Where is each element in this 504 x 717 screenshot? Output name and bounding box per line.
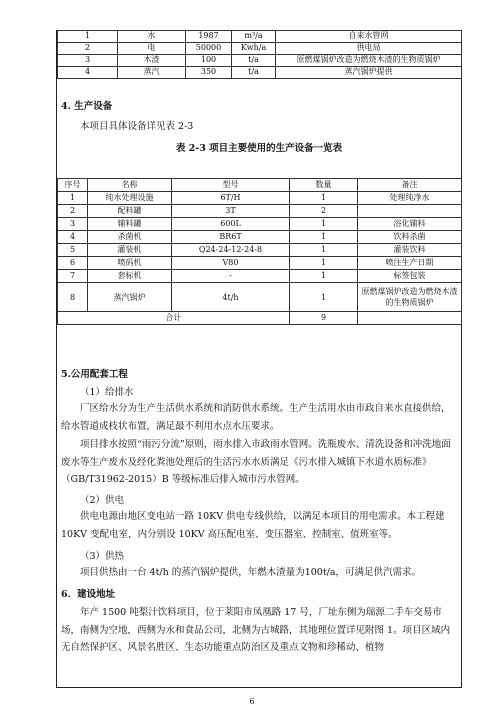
table-cell: 原燃煤锅炉改造为燃烧木渣的生物质锅炉 [276,55,462,67]
table-cell: 杀菌机 [88,231,172,244]
section-5-paragraph-drainage: 项目排水按照“雨污分流”原则，雨水排入市政雨水管网。洗瓶废水、清洗设备和冲洗地面废水等生产废水及经化粪池处理后的生活污水水质满足《污水排入城镇下水道水质标准》（GB/T31962-2015）B 等级标准后排入城市污水管网。 [61,439,451,485]
table-row [58,231,462,244]
table-cell: 3T [172,205,290,218]
table-cell: 6 [58,257,88,270]
table-cell: V80 [172,257,290,270]
material-consumption-table [57,30,462,79]
table-row [58,244,462,257]
section-5-paragraph-water-supply: 厂区给水分为生产生活供水系统和消防供水系统。生产生活用水由市政自来水直接供给，给水管道成枝状布置，满足最不利用水点水压要求。 [61,403,451,432]
table-caption: 表 2-3 项目主要使用的生产设备一览表 [175,143,343,154]
table-cell: 4 [58,67,118,79]
page-number: 6 [249,697,255,706]
table-total-row [58,312,462,325]
table-cell: Kwh/a [232,43,276,55]
table-cell: 1 [290,270,358,283]
table-cell: 5 [58,244,88,257]
table-row [58,257,462,270]
table-cell: 1 [58,192,88,205]
section-6-heading: 6．建设地址 [61,589,116,600]
table-cell: 原燃煤锅炉改造为燃烧木渣的生物质锅炉 [358,283,462,312]
section-6-paragraph-location: 年产 1500 吨梨汁饮料项目，位于莱阳市凤凰路 17 号，厂址东侧为瑞源二手车交易市场，南侧为空地，西侧为永和食品公司，北侧为古城路，其地理位置详见附图 1。项目区域内无自然保护区、风景名胜区、生态功能重点防治区及重点文物和珍稀动、植物 [61,607,451,653]
table-cell: m³/a [232,31,276,43]
table-header-row [58,179,462,192]
table-cell: 浴化辅料 [358,218,462,231]
table-cell: 水 [118,31,186,43]
table-cell: 50000 [186,43,232,55]
table-cell: 辅料罐 [88,218,172,231]
section-5-sub-heat: （3）供热 [80,551,125,562]
section-5-heading: 5.公用配套工程 [61,369,128,380]
table-cell [358,205,462,218]
section-5-sub-water: （1）给排水 [80,387,134,398]
table-cell: 木渣 [118,55,186,67]
table-cell: 100 [186,55,232,67]
table-cell: 灌装饮料 [358,244,462,257]
table-cell: 1987 [186,31,232,43]
section-5-paragraph-power: 供电电源由地区变电站一路 10KV 供电专线供给，以满足本项目的用电需求。本工程建 10KV 变配电室，内分别设 10KV 高压配电室、变压器室、控制室、值班室等。 [61,511,445,540]
table-cell: 4 [58,231,88,244]
section-4-intro: 本项目具体设备详见表 2-3 [80,121,194,132]
table-cell: 处理纯净水 [358,192,462,205]
table-cell: 350 [186,67,232,79]
table-cell: 1 [58,31,118,43]
table-cell: 套标机 [88,270,172,283]
table-cell: 6T/H [172,192,290,205]
table-cell: t/a [232,67,276,79]
table-cell: 3 [58,218,88,231]
table-cell: - [172,270,290,283]
header-cell: 名称 [88,179,172,192]
table-row [58,31,462,43]
table-cell: 标签包装 [358,270,462,283]
header-cell: 备注 [358,179,462,192]
equipment-table [57,178,462,325]
table-cell: 纯水处理设施 [88,192,172,205]
table-cell: 2 [58,205,88,218]
header-cell: 型号 [172,179,290,192]
table-cell: 蒸汽锅炉提供 [276,67,462,79]
table-row [58,218,462,231]
section-5-sub-power: （2）供电 [80,495,125,506]
table-cell: 2 [290,205,358,218]
table-cell: 喷注生产日期 [358,257,462,270]
table-cell: 1 [290,244,358,257]
table-cell: 蒸汽锅炉 [88,283,172,312]
table-cell: 4t/h [172,283,290,312]
document-frame [56,30,462,688]
header-cell: 数量 [290,179,358,192]
table-cell: 600L [172,218,290,231]
table-row [58,192,462,205]
table-cell: 电 [118,43,186,55]
table-row [58,205,462,218]
section-4-heading: 4. 生产设备 [61,101,113,112]
table-cell [358,312,462,325]
table-cell: Q24-24-12-24-8 [172,244,290,257]
table-cell: 1 [290,218,358,231]
table-cell: 1 [290,192,358,205]
table-cell: 配料罐 [88,205,172,218]
total-label: 合计 [58,312,290,325]
table-cell: 1 [290,283,358,312]
table-cell: 2 [58,43,118,55]
table-cell: 灌装机 [88,244,172,257]
table-cell: 1 [290,257,358,270]
table-row [58,43,462,55]
table-cell: 自来水管网 [276,31,462,43]
table-cell: 饮料杀菌 [358,231,462,244]
table-cell: 喷码机 [88,257,172,270]
table-cell: 3 [58,55,118,67]
table-row [58,283,462,312]
table-row [58,55,462,67]
header-cell: 序号 [58,179,88,192]
table-cell: 8 [58,283,88,312]
table-cell: 供电局 [276,43,462,55]
total-value: 9 [290,312,358,325]
section-5-paragraph-heat: 项目供热由一台 4t/h 的蒸汽锅炉提供，年燃木渣量为100t/a，可满足供汽需求。 [80,567,422,578]
table-cell: 蒸汽 [118,67,186,79]
table-cell: BR6T [172,231,290,244]
table-cell: 7 [58,270,88,283]
table-row [58,67,462,79]
table-cell: t/a [232,55,276,67]
table-row [58,270,462,283]
table-cell: 1 [290,231,358,244]
